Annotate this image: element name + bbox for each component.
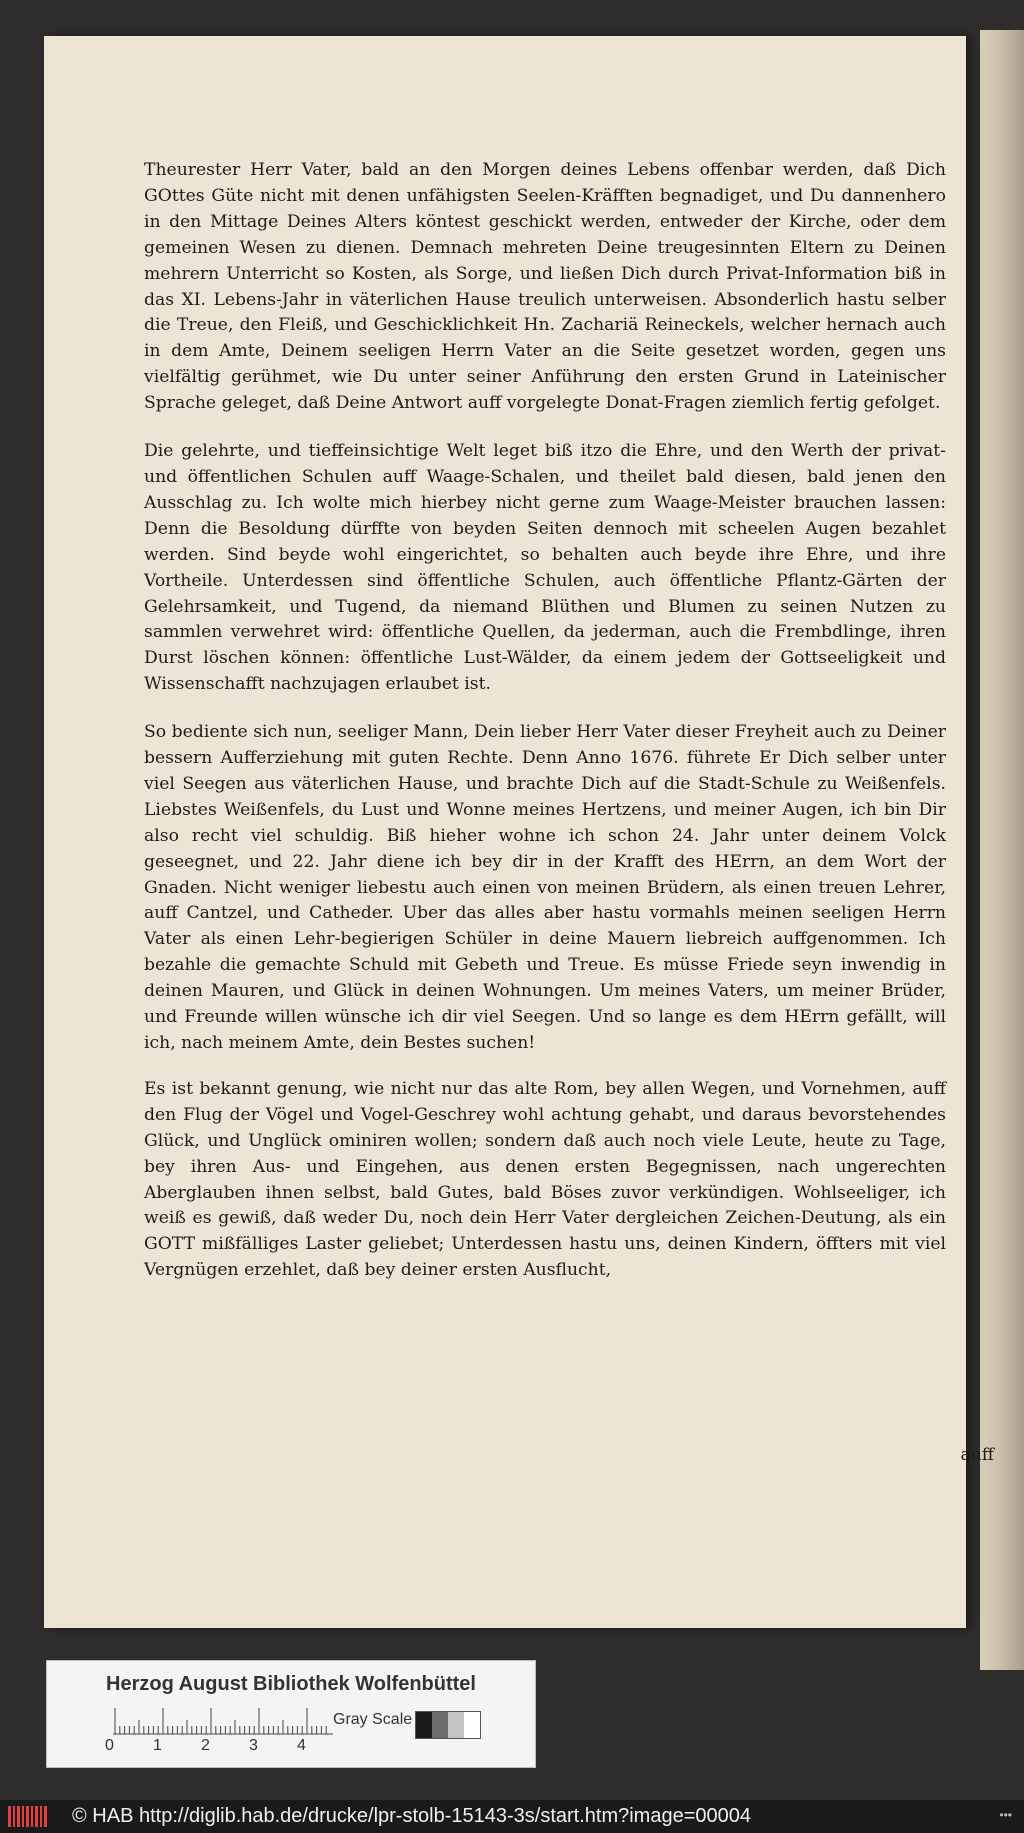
- gray-swatch: [448, 1712, 464, 1738]
- paragraph-1: Theurester Herr Vater, bald an den Morgen deines Lebens offenbar werden, daß Dich GOttes Güte nicht mit denen unfähigsten Seelen-Kräfften begnadiget, und Du dannenhero in den Mittage Deines Alters köntest geschickt werden, entweder der Kirche, oder dem gemeinen Wesen zu dienen. Demnach mehreten Deine treugesinnten Eltern zu Deinen mehrern Unterricht so Kosten, als Sorge, und ließen Dich durch Privat-Information biß in das XI. Lebens-Jahr in väterlichen Hause treulich unterweisen. Absonderlich hastu selber die Treue, den Fleiß, und Geschicklichkeit Hn. Zachariä Reineckels, welcher hernach auch in dem Amte, Deinem seeligen Herrn Vater an die Seite gesetzet worden, gegen uns vielfältig gerühmet, wie Du unter seiner Anführung den ersten Grund in Lateinischer Sprache geleget, daß Deine Antwort auff vorgelegte Donat-Fragen ziemlich fertig gefolget.: [144, 160, 946, 414]
- gray-scale-label: Gray Scale: [333, 1711, 413, 1728]
- ruler-label: 2: [201, 1737, 210, 1754]
- gray-swatch: [432, 1712, 448, 1738]
- footer-copyright: © HAB http://diglib.hab.de/drucke/lpr-stolb-15143-3s/start.htm?image=00004: [72, 1805, 752, 1827]
- footer-dots: •••: [999, 1808, 1012, 1822]
- gray-scale-swatches: [415, 1711, 481, 1739]
- hab-logo-icon: [8, 1804, 48, 1829]
- ruler-labels: [105, 1737, 365, 1759]
- paragraph-4: Es ist bekannt genung, wie nicht nur das alte Rom, bey allen Wegen, und Vornehmen, auff den Flug der Vögel und Vogel-Geschrey wohl achtung gehabt, und daraus bevorstehendes Glück, und Unglück ominiren wollen; sondern daß auch noch viele Leute, heute zu Tage, bey ihren Aus- und Eingehen, aus denen ersten Begegnissen, nach ungerechten Aberglauben ihnen selbst, bald Gutes, bald Böses zuvor verkündigen. Wohlseeliger, ich weiß es gewiß, daß weder Du, noch dein Herr Vater dergleichen Zeichen-Deutung, als ein GOTT mißfälliges Laster geliebet; Unterdessen hastu uns, deinen Kindern, öffters mit viel Vergnügen erzehlet, daß bey deiner ersten Ausflucht,: [144, 1078, 946, 1281]
- next-page-edge: [980, 30, 1024, 1670]
- card-title: Herzog August Bibliothek Wolfenbüttel: [106, 1673, 476, 1695]
- footer-bar: [0, 1800, 1024, 1833]
- color-target-card: [46, 1660, 536, 1768]
- ruler-label: 1: [153, 1737, 162, 1754]
- gray-swatch: [464, 1712, 480, 1738]
- ruler-label: 0: [105, 1737, 114, 1754]
- gray-swatch: [416, 1712, 432, 1738]
- page-text: [144, 158, 946, 1302]
- paragraph-2: Die gelehrte, und tieffeinsichtige Welt leget biß itzo die Ehre, und den Werth der privat- und öffentlichen Schulen auff Waage-Schalen, und theilet bald diesen, bald jenen den Ausschlag zu. Ich wolte mich hierbey nicht gerne zum Waage-Meister brauchen lassen: Denn die Besoldung dürffte von beyden Seiten dennoch mit scheelen Augen bezahlet werden. Sind beyde wohl eingerichtet, so behalten auch beyde ihre Ehre, und ihre Vortheile. Unterdessen sind öffentliche Schulen, auch öffentliche Pflantz-Gärten der Gelehrsamkeit, und Tugend, da niemand Blüthen und Blumen zu seinen Nutzen zu sammlen verwehret wird: öffentliche Quellen, da jederman, auch die Frembdlinge, ihren Durst löschen können: öffentliche Lust-Wälder, da einem jedem der Gottseeligkeit und Wissenschafft nachzujagen erlaubet ist.: [144, 441, 946, 695]
- paragraph-3: So bediente sich nun, seeliger Mann, Dein lieber Herr Vater dieser Freyheit auch zu Deiner bessern Aufferziehung mit guten Rechte. Denn Anno 1676. führete Er Dich selber unter viel Seegen aus väterlichen Hause, und brachte Dich auf die Stadt-Schule zu Weißenfels. Liebstes Weißenfels, du Lust und Wonne meines Hertzens, und meiner Augen, ich bin Dir also recht viel schuldig. Biß hieher wohne ich schon 24. Jahr unter deinem Volck geseegnet, und 22. Jahr diene ich bey dir in der Krafft des HErrn, an dem Wort der Gnaden. Nicht weniger liebestu auch einen von meinen Brüdern, als einen treuen Lehrer, auff Cantzel, und Catheder. Uber das alles aber hastu vormahls meinen seeligen Herrn Vater als einen Lehr-begierigen Schüler in deine Mauern liebreich auffgenommen. Ich bezahle die gemachte Schuld mit Gebeth und Treue. Es müsse Friede seyn inwendig in deinen Mauren, und Glück in deinen Wohnungen. Um meines Vaters, um meiner Brüder, und Freunde willen wünsche ich dir viel Seegen. Und so lange es dem HErrn gefällt, will ich, nach meinem Amte, dein Bestes suchen!: [144, 722, 946, 1053]
- ruler-label: 3: [249, 1737, 258, 1754]
- ruler-label: 4: [297, 1737, 306, 1754]
- ruler-icon: [113, 1707, 333, 1735]
- catchword: auff: [960, 1445, 994, 1465]
